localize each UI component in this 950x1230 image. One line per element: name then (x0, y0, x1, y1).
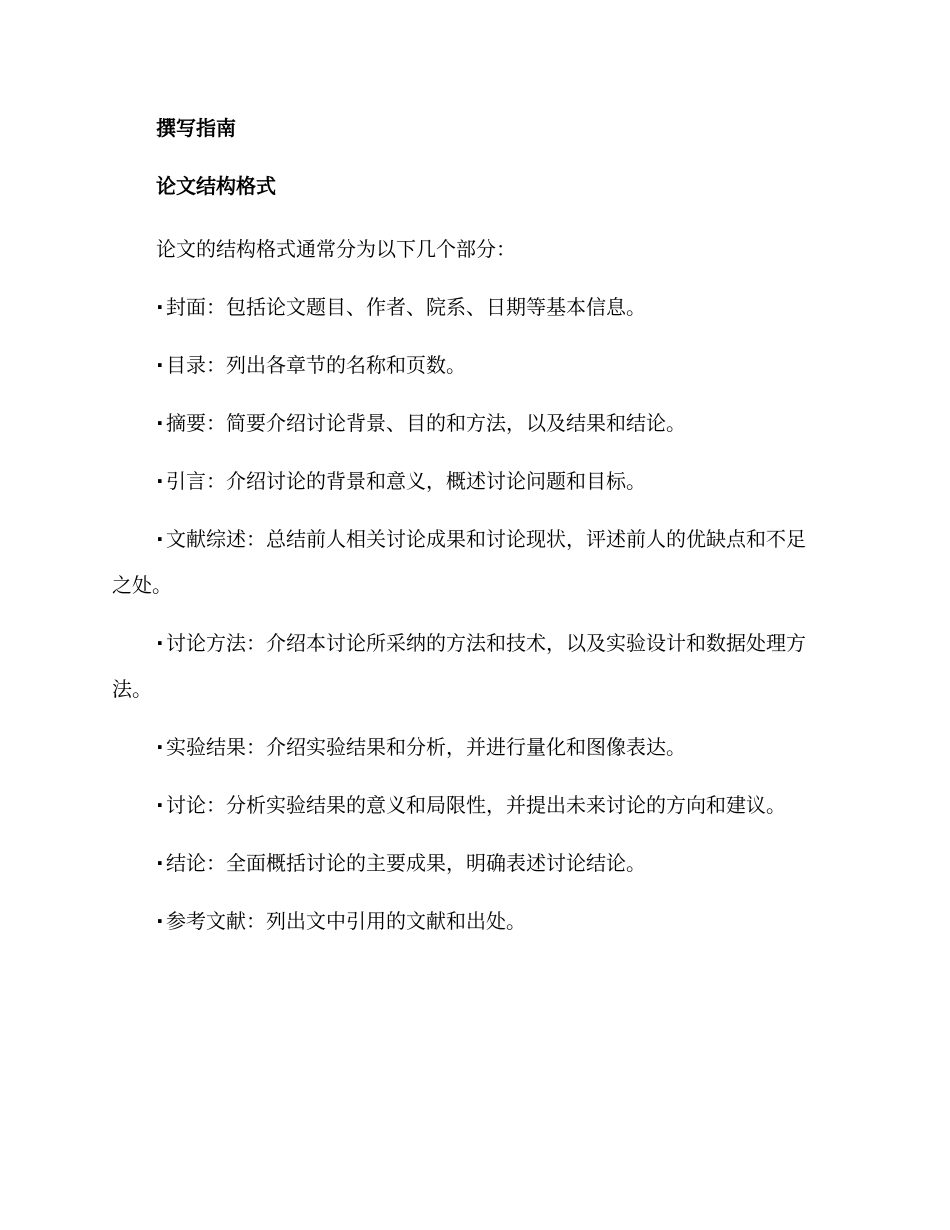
list-item (112, 284, 822, 330)
list-item (112, 400, 822, 446)
list-item (112, 724, 822, 770)
list-item (112, 458, 822, 504)
list-item (112, 620, 822, 712)
structure-list (112, 284, 822, 944)
bullet-icon: · (156, 469, 164, 493)
bullet-icon: · (156, 631, 164, 655)
document-body (112, 110, 822, 956)
bullet-icon: · (156, 527, 164, 551)
bullet-icon: · (156, 851, 164, 875)
bullet-icon: · (156, 295, 164, 319)
list-item-text: 封面：包括论文题目、作者、院系、日期等基本信息。 (166, 295, 646, 319)
section-title: 撰写指南 (156, 116, 236, 140)
list-item-text: 讨论方法：介绍本讨论所采纳的方法和技术，以及实验设计和数据处理方法。 (112, 631, 806, 701)
list-item (112, 342, 822, 388)
list-item-text: 摘要：简要介绍讨论背景、目的和方法，以及结果和结论。 (166, 411, 686, 435)
list-item-text: 讨论：分析实验结果的意义和局限性，并提出未来讨论的方向和建议。 (166, 793, 786, 817)
list-item (112, 898, 822, 944)
list-item-text: 参考文献：列出文中引用的文献和出处。 (166, 909, 526, 933)
list-item (112, 782, 822, 828)
list-item (112, 840, 822, 886)
list-item-text: 结论：全面概括讨论的主要成果，明确表述讨论结论。 (166, 851, 646, 875)
subsection-title: 论文结构格式 (156, 174, 276, 198)
bullet-icon: · (156, 909, 164, 933)
list-item-text: 目录：列出各章节的名称和页数。 (166, 353, 466, 377)
bullet-icon: · (156, 411, 164, 435)
list-item-text: 引言：介绍讨论的背景和意义，概述讨论问题和目标。 (166, 469, 646, 493)
list-item-text: 实验结果：介绍实验结果和分析，并进行量化和图像表达。 (166, 735, 686, 759)
list-item (112, 516, 822, 608)
bullet-icon: · (156, 735, 164, 759)
intro-paragraph: 论文的结构格式通常分为以下几个部分： (156, 237, 516, 261)
bullet-icon: · (156, 353, 164, 377)
list-item-text: 文献综述：总结前人相关讨论成果和讨论现状，评述前人的优缺点和不足之处。 (112, 527, 806, 597)
bullet-icon: · (156, 793, 164, 817)
